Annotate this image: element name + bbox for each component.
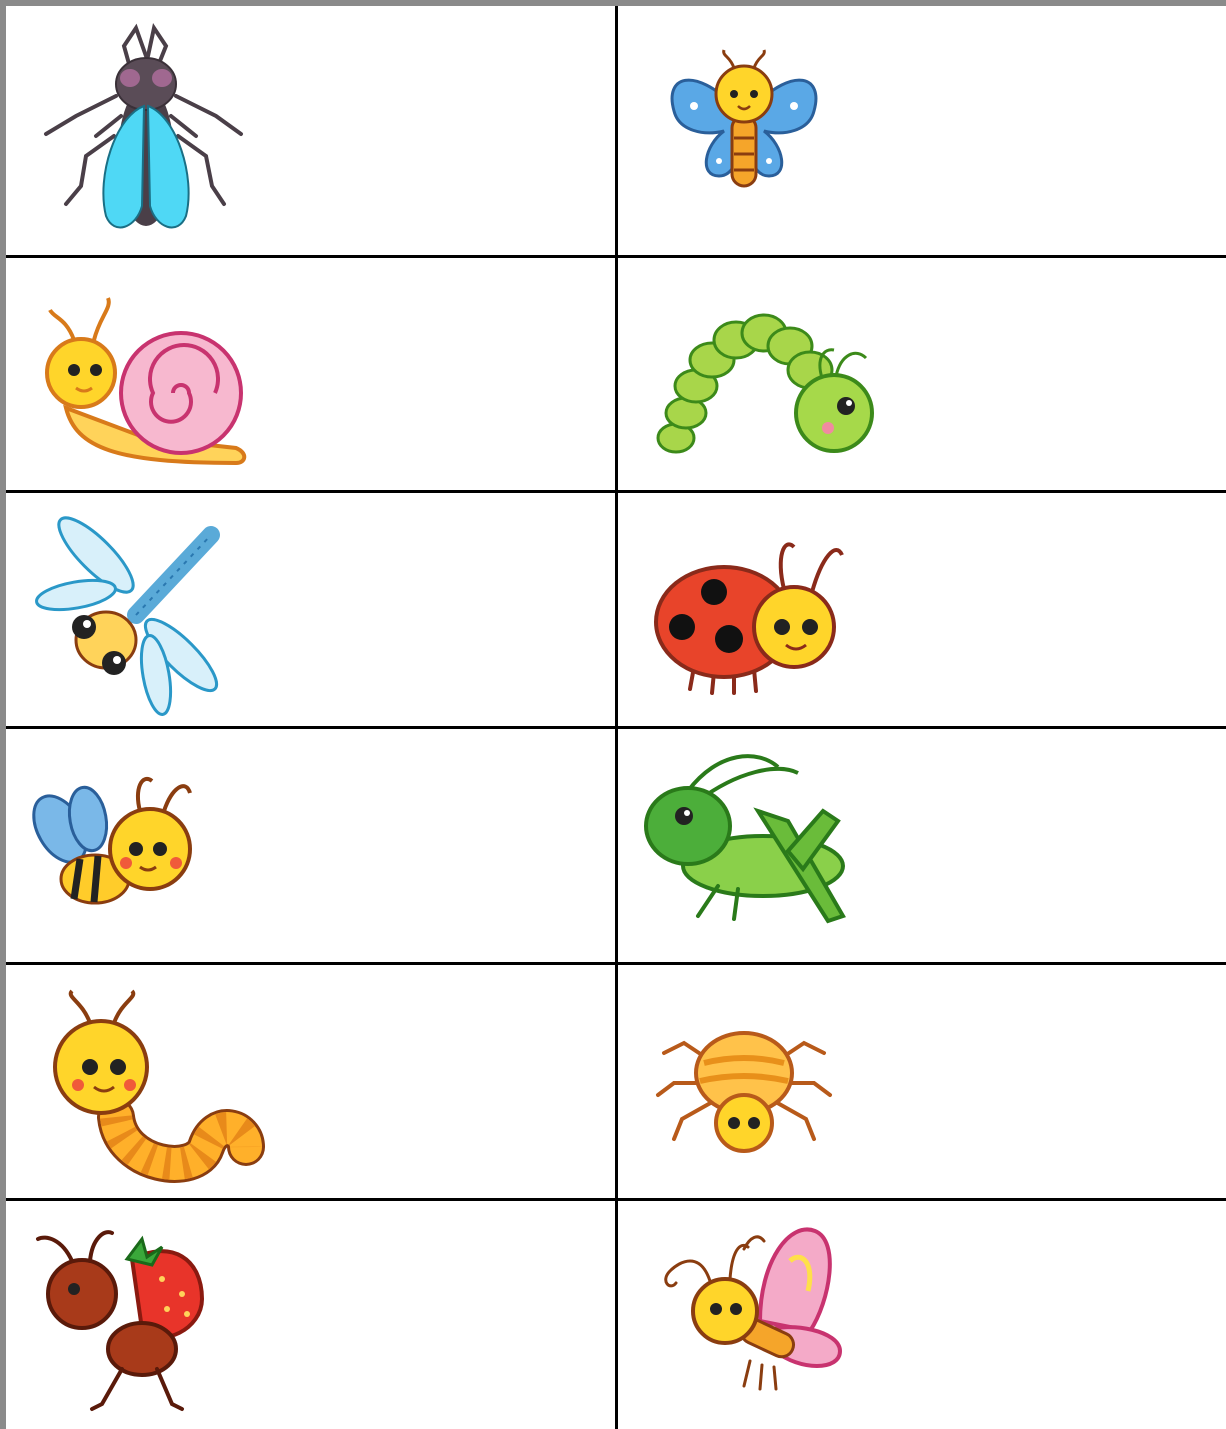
ant-with-strawberry-icon	[32, 1219, 232, 1419]
cell-r4-c1	[6, 729, 615, 962]
cell-r2-c2	[618, 258, 1226, 490]
cell-r6-c2	[618, 1201, 1226, 1429]
ladybug-icon	[654, 527, 854, 707]
spider-icon	[654, 1023, 834, 1163]
grasshopper-icon	[638, 751, 868, 941]
fly-icon	[36, 16, 256, 246]
cell-r6-c1	[6, 1201, 615, 1429]
butterfly-icon	[654, 46, 834, 206]
dragonfly-icon	[36, 515, 256, 715]
moth-icon	[640, 1221, 860, 1401]
bee-icon	[30, 759, 210, 939]
worm-icon	[46, 987, 266, 1177]
cell-r1-c2	[618, 6, 1226, 255]
caterpillar-icon	[646, 288, 886, 478]
cell-r2-c1	[6, 258, 615, 490]
cell-r3-c2	[618, 493, 1226, 726]
cell-r4-c2	[618, 729, 1226, 962]
cell-r3-c1	[6, 493, 615, 726]
cell-r5-c2	[618, 965, 1226, 1198]
cell-r5-c1	[6, 965, 615, 1198]
cell-r1-c1	[6, 6, 615, 255]
snail-icon	[36, 288, 256, 478]
